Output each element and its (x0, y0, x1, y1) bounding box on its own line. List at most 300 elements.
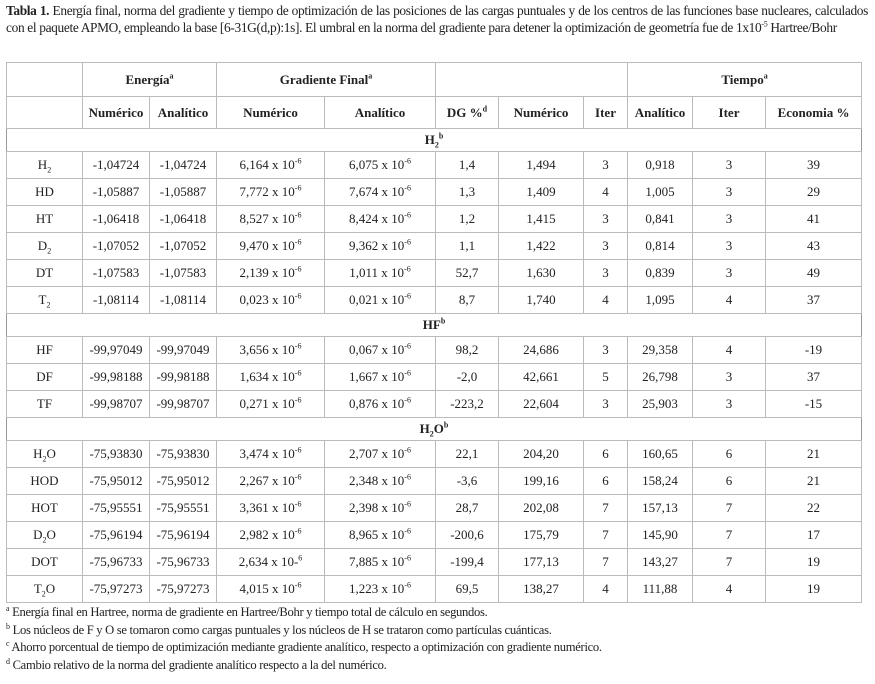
economy-percent: 21 (766, 468, 862, 495)
economy-percent: 19 (766, 576, 862, 603)
section-title-label: H (419, 421, 430, 436)
molecule-name: HOT (31, 500, 58, 515)
time-numeric: 199,16 (499, 468, 584, 495)
dg-percent: 1,4 (436, 152, 499, 179)
energy-analytic: -75,95012 (150, 468, 217, 495)
iter-analytic: 4 (693, 337, 766, 364)
section-title-subscript: 2 (429, 429, 434, 439)
gradient-numeric (217, 152, 325, 179)
gradient-analytic (325, 522, 436, 549)
iter-analytic: 3 (693, 391, 766, 418)
economy-percent: 21 (766, 441, 862, 468)
col-header: Numérico (499, 97, 584, 129)
energy-analytic: -1,07052 (150, 233, 217, 260)
energy-numeric: -1,07583 (83, 260, 150, 287)
header-energia-label: Energía (125, 71, 170, 87)
molecule-name: HD (35, 184, 54, 199)
molecule-name-rest: O (46, 527, 56, 542)
molecule-label (7, 287, 83, 314)
gradient-exponent: -6 (404, 341, 411, 351)
gradient-mantissa: 8,424 x 10 (349, 211, 405, 226)
gradient-numeric (217, 522, 325, 549)
molecule-subscript: 2 (47, 165, 52, 175)
gradient-mantissa: 9,470 x 10 (239, 238, 295, 253)
dg-percent: 1,3 (436, 179, 499, 206)
molecule-label (7, 468, 83, 495)
gradient-exponent: -6 (294, 499, 302, 509)
gradient-mantissa: 6,164 x 10 (239, 157, 295, 172)
gradient-analytic (325, 364, 436, 391)
table-row (7, 522, 862, 549)
energy-analytic: -99,98707 (150, 391, 217, 418)
table-caption (6, 2, 868, 36)
footnote (6, 604, 602, 622)
table-row (7, 391, 862, 418)
iter-numeric: 3 (584, 233, 628, 260)
gradient-numeric (217, 260, 325, 287)
gradient-exponent: -6 (404, 237, 411, 247)
iter-analytic: 7 (693, 522, 766, 549)
time-analytic: 111,88 (628, 576, 693, 603)
col-header: Iter (693, 97, 766, 129)
time-analytic: 160,65 (628, 441, 693, 468)
molecule-label (7, 495, 83, 522)
gradient-mantissa: 9,362 x 10 (349, 238, 405, 253)
energy-numeric: -75,97273 (83, 576, 150, 603)
time-analytic: 29,358 (628, 337, 693, 364)
economy-percent: 49 (766, 260, 862, 287)
economy-percent: 22 (766, 495, 862, 522)
time-analytic: 1,095 (628, 287, 693, 314)
gradient-mantissa: 2,348 x 10 (349, 473, 405, 488)
time-analytic: 0,839 (628, 260, 693, 287)
section-header-row (7, 129, 862, 152)
gradient-mantissa: 8,965 x 10 (349, 527, 405, 542)
gradient-mantissa: 1,667 x 10 (349, 369, 405, 384)
iter-analytic: 6 (693, 468, 766, 495)
energy-numeric: -99,98707 (83, 391, 150, 418)
time-numeric: 202,08 (499, 495, 584, 522)
table-row (7, 364, 862, 391)
gradient-mantissa: 2,267 x 10 (239, 473, 295, 488)
gradient-mantissa: 1,634 x 10 (239, 369, 295, 384)
economy-percent: 19 (766, 549, 862, 576)
table-row (7, 287, 862, 314)
footnote-text: Energía final en Hartree, norma de gradiente en Hartree/Bohr y tiempo total de cálculo en segundos. (12, 605, 488, 619)
footnote-mark: d (6, 656, 10, 666)
time-analytic: 157,13 (628, 495, 693, 522)
molecule-name: HOD (30, 473, 59, 488)
molecule-subscript: 2 (46, 300, 51, 310)
energy-numeric: -99,98188 (83, 364, 150, 391)
gradient-mantissa: 3,474 x 10 (239, 446, 295, 461)
iter-analytic: 6 (693, 441, 766, 468)
gradient-numeric (217, 337, 325, 364)
gradient-exponent: -6 (294, 526, 302, 536)
molecule-label (7, 233, 83, 260)
iter-numeric: 7 (584, 522, 628, 549)
header-gradiente (217, 63, 436, 97)
gradient-mantissa: 1,011 x 10 (349, 265, 405, 280)
iter-analytic: 7 (693, 495, 766, 522)
table-row (7, 206, 862, 233)
iter-numeric: 4 (584, 179, 628, 206)
footnote (6, 622, 602, 640)
molecule-name: HF (36, 342, 53, 357)
gradient-mantissa: 1,223 x 10 (349, 581, 405, 596)
table-row (7, 179, 862, 206)
molecule-name: H (33, 446, 43, 461)
section-title (7, 418, 862, 441)
footnote (6, 639, 602, 657)
iter-analytic: 3 (693, 364, 766, 391)
time-analytic: 143,27 (628, 549, 693, 576)
energy-analytic: -1,06418 (150, 206, 217, 233)
molecule-label (7, 206, 83, 233)
molecule-name-rest: O (46, 446, 56, 461)
gradient-analytic (325, 287, 436, 314)
energy-analytic: -1,07583 (150, 260, 217, 287)
gradient-mantissa: 3,361 x 10 (239, 500, 295, 515)
dg-percent: -2,0 (436, 364, 499, 391)
energy-numeric: -1,08114 (83, 287, 150, 314)
gradient-exponent: -6 (294, 395, 302, 405)
gradient-analytic (325, 441, 436, 468)
gradient-mantissa: 3,656 x 10 (239, 342, 295, 357)
economy-percent: 41 (766, 206, 862, 233)
iter-analytic: 4 (693, 576, 766, 603)
iter-analytic: 7 (693, 549, 766, 576)
energy-analytic: -75,93830 (150, 441, 217, 468)
molecule-name: D (37, 238, 48, 253)
molecule-name: TF (36, 396, 53, 411)
section-title-label: H (424, 132, 435, 147)
gradient-numeric (217, 206, 325, 233)
footnote-ref: b (438, 131, 444, 141)
gradient-mantissa: 7,772 x 10 (239, 184, 295, 199)
dg-percent: -223,2 (436, 391, 499, 418)
economy-percent: 43 (766, 233, 862, 260)
table-row (7, 441, 862, 468)
results-table (6, 62, 862, 603)
energy-analytic: -1,08114 (150, 287, 217, 314)
time-numeric: 1,494 (499, 152, 584, 179)
molecule-name: D (33, 527, 43, 542)
time-numeric: 175,79 (499, 522, 584, 549)
dg-percent: -199,4 (436, 549, 499, 576)
molecule-label (7, 337, 83, 364)
molecule-label (7, 441, 83, 468)
gradient-exponent: -6 (404, 499, 411, 509)
header-gradiente-label: Gradiente Final (279, 71, 369, 87)
gradient-exponent: -6 (404, 156, 411, 166)
gradient-mantissa: 6,075 x 10 (349, 157, 405, 172)
dg-percent: 1,2 (436, 206, 499, 233)
gradient-exponent: -6 (404, 264, 411, 274)
iter-numeric: 3 (584, 337, 628, 364)
col-header: Analítico (628, 97, 693, 129)
gradient-exponent: -6 (404, 183, 411, 193)
iter-numeric: 4 (584, 287, 628, 314)
gradient-exponent: -6 (404, 395, 411, 405)
section-title-rest: O (433, 421, 444, 436)
time-numeric: 1,409 (499, 179, 584, 206)
energy-analytic: -99,97049 (150, 337, 217, 364)
gradient-numeric (217, 495, 325, 522)
gradient-exponent: -6 (294, 183, 302, 193)
gradient-analytic (325, 391, 436, 418)
gradient-exponent: -6 (404, 472, 411, 482)
time-numeric: 1,415 (499, 206, 584, 233)
iter-analytic: 3 (693, 260, 766, 287)
gradient-numeric (217, 179, 325, 206)
header-energia (83, 63, 217, 97)
gradient-mantissa: 2,982 x 10 (239, 527, 295, 542)
molecule-label (7, 179, 83, 206)
molecule-label (7, 152, 83, 179)
energy-analytic: -75,97273 (150, 576, 217, 603)
gradient-exponent: -6 (294, 445, 302, 455)
gradient-exponent: -6 (404, 553, 411, 563)
gradient-mantissa: 0,876 x 10 (349, 396, 405, 411)
iter-numeric: 7 (584, 549, 628, 576)
iter-numeric: 7 (584, 495, 628, 522)
economy-percent: 37 (766, 364, 862, 391)
gradient-analytic (325, 233, 436, 260)
gradient-numeric (217, 233, 325, 260)
molecule-name: DOT (31, 554, 58, 569)
col-header: Analítico (150, 97, 217, 129)
gradient-exponent: -6 (294, 264, 302, 274)
energy-analytic: -75,96194 (150, 522, 217, 549)
iter-numeric: 3 (584, 152, 628, 179)
gradient-numeric (217, 468, 325, 495)
gradient-exponent: -6 (294, 210, 302, 220)
col-header: Iter (584, 97, 628, 129)
table-row (7, 549, 862, 576)
gradient-numeric (217, 441, 325, 468)
gradient-mantissa: 0,067 x 10 (349, 342, 405, 357)
molecule-name: DT (35, 265, 54, 280)
gradient-mantissa: 2,634 x 10- (238, 554, 299, 569)
energy-numeric: -75,93830 (83, 441, 150, 468)
section-title-subscript: 2 (434, 140, 439, 150)
gradient-exponent: -6 (294, 368, 302, 378)
gradient-analytic (325, 337, 436, 364)
iter-analytic: 3 (693, 206, 766, 233)
gradient-exponent: -6 (404, 580, 411, 590)
gradient-numeric (217, 364, 325, 391)
energy-numeric: -75,96194 (83, 522, 150, 549)
footnote-ref: a (169, 71, 174, 81)
gradient-mantissa: 0,023 x 10 (239, 292, 295, 307)
molecule-name: H (37, 157, 48, 172)
gradient-analytic (325, 206, 436, 233)
molecule-label (7, 522, 83, 549)
gradient-analytic (325, 468, 436, 495)
gradient-mantissa: 4,015 x 10 (239, 581, 295, 596)
molecule-label (7, 260, 83, 287)
section-header-row (7, 418, 862, 441)
energy-analytic: -1,05887 (150, 179, 217, 206)
gradient-exponent: -6 (404, 291, 411, 301)
footnote-ref: a (368, 71, 373, 81)
molecule-subscript: 2 (42, 535, 47, 545)
gradient-exponent: -6 (294, 156, 302, 166)
table-row (7, 337, 862, 364)
table-row (7, 152, 862, 179)
gradient-exponent: -6 (404, 368, 411, 378)
iter-numeric: 3 (584, 391, 628, 418)
time-numeric: 1,422 (499, 233, 584, 260)
molecule-name: T (33, 581, 42, 596)
gradient-exponent: -6 (294, 291, 302, 301)
caption-unit: Hartree/Bohr (767, 20, 837, 35)
energy-numeric: -1,07052 (83, 233, 150, 260)
economy-percent: 29 (766, 179, 862, 206)
header-blank-middle (436, 63, 628, 97)
time-numeric: 138,27 (499, 576, 584, 603)
header-group-row (7, 63, 862, 97)
molecule-name: DF (36, 369, 53, 384)
energy-numeric: -99,97049 (83, 337, 150, 364)
col-header: Economia % (766, 97, 862, 129)
iter-numeric: 6 (584, 468, 628, 495)
dg-percent: -3,6 (436, 468, 499, 495)
gradient-numeric (217, 576, 325, 603)
gradient-exponent: -6 (404, 210, 411, 220)
molecule-label (7, 549, 83, 576)
gradient-analytic (325, 152, 436, 179)
economy-percent: 37 (766, 287, 862, 314)
energy-numeric: -75,96733 (83, 549, 150, 576)
gradient-analytic (325, 260, 436, 287)
section-header-row (7, 314, 862, 337)
gradient-mantissa: 0,271 x 10 (239, 396, 295, 411)
col-header: Numérico (217, 97, 325, 129)
time-analytic: 0,814 (628, 233, 693, 260)
time-analytic: 158,24 (628, 468, 693, 495)
energy-analytic: -75,95551 (150, 495, 217, 522)
energy-analytic: -99,98188 (150, 364, 217, 391)
col-header-dg (436, 97, 499, 129)
time-analytic: 1,005 (628, 179, 693, 206)
footnote-mark: c (6, 638, 10, 648)
caption-label: Tabla 1. (6, 3, 50, 18)
time-analytic: 0,918 (628, 152, 693, 179)
gradient-analytic (325, 576, 436, 603)
molecule-subscript: 2 (47, 246, 52, 256)
gradient-analytic (325, 495, 436, 522)
dg-percent: 69,5 (436, 576, 499, 603)
energy-numeric: -75,95012 (83, 468, 150, 495)
header-column-row (7, 97, 862, 129)
iter-numeric: 4 (584, 576, 628, 603)
gradient-numeric (217, 549, 325, 576)
dg-percent: 28,7 (436, 495, 499, 522)
energy-numeric: -1,05887 (83, 179, 150, 206)
dg-percent: 1,1 (436, 233, 499, 260)
economy-percent: -15 (766, 391, 862, 418)
header-tiempo (628, 63, 862, 97)
gradient-exponent: -6 (404, 526, 411, 536)
gradient-numeric (217, 287, 325, 314)
molecule-label (7, 576, 83, 603)
section-title-label: HF (422, 317, 441, 332)
gradient-analytic (325, 549, 436, 576)
gradient-mantissa: 7,674 x 10 (349, 184, 405, 199)
molecule-subscript: 2 (42, 454, 47, 464)
section-title (7, 129, 862, 152)
footnote-ref: b (440, 316, 446, 326)
table-row (7, 233, 862, 260)
energy-numeric: -1,04724 (83, 152, 150, 179)
dg-percent: 52,7 (436, 260, 499, 287)
table-row (7, 576, 862, 603)
energy-analytic: -1,04724 (150, 152, 217, 179)
table-row (7, 468, 862, 495)
footnote-mark: a (6, 603, 10, 613)
energy-numeric: -1,06418 (83, 206, 150, 233)
gradient-mantissa: 2,707 x 10 (349, 446, 405, 461)
gradient-exponent: -6 (294, 341, 302, 351)
header-blank (7, 63, 83, 97)
footnote-ref: b (443, 420, 449, 430)
time-analytic: 0,841 (628, 206, 693, 233)
iter-analytic: 3 (693, 179, 766, 206)
gradient-mantissa: 2,398 x 10 (349, 500, 405, 515)
col-header-dg-label: DG % (446, 104, 483, 120)
gradient-analytic (325, 179, 436, 206)
energy-analytic: -75,96733 (150, 549, 217, 576)
economy-percent: 39 (766, 152, 862, 179)
time-numeric: 22,604 (499, 391, 584, 418)
gradient-mantissa: 0,021 x 10 (349, 292, 405, 307)
gradient-exponent: -6 (404, 445, 411, 455)
gradient-numeric (217, 391, 325, 418)
dg-percent: 98,2 (436, 337, 499, 364)
gradient-mantissa: 2,139 x 10 (239, 265, 295, 280)
caption-text: Energía final, norma del gradiente y tiempo de optimización de las posiciones de las cargas puntuales y de los centros de las funciones base nucleares, calculados con el paquete APMO, empleando la base [6-31G(d,p):1s]. El umbral en la norma del gradiente para detener la optimización de geometría fue de 1x10 (6, 3, 868, 35)
footnote-text: Ahorro porcentual de tiempo de optimización mediante gradiente analítico, respecto a optimización con gradiente numérico. (11, 640, 602, 654)
energy-numeric: -75,95551 (83, 495, 150, 522)
time-numeric: 177,13 (499, 549, 584, 576)
gradient-exponent: 6 (298, 553, 303, 563)
iter-numeric: 5 (584, 364, 628, 391)
time-numeric: 1,740 (499, 287, 584, 314)
section-title (7, 314, 862, 337)
footnote-ref: d (482, 104, 488, 114)
time-analytic: 25,903 (628, 391, 693, 418)
molecule-name: T (38, 292, 47, 307)
molecule-label (7, 391, 83, 418)
time-analytic: 26,798 (628, 364, 693, 391)
dg-percent: 8,7 (436, 287, 499, 314)
dg-percent: 22,1 (436, 441, 499, 468)
col-header: Numérico (83, 97, 150, 129)
time-numeric: 204,20 (499, 441, 584, 468)
molecule-name: HT (35, 211, 54, 226)
iter-numeric: 6 (584, 441, 628, 468)
header-blank (7, 97, 83, 129)
table-row (7, 495, 862, 522)
footnote-mark: b (6, 621, 10, 631)
gradient-exponent: -6 (294, 580, 302, 590)
caption-exponent: -5 (761, 19, 768, 29)
dg-percent: -200,6 (436, 522, 499, 549)
economy-percent: 17 (766, 522, 862, 549)
footnote (6, 657, 602, 675)
